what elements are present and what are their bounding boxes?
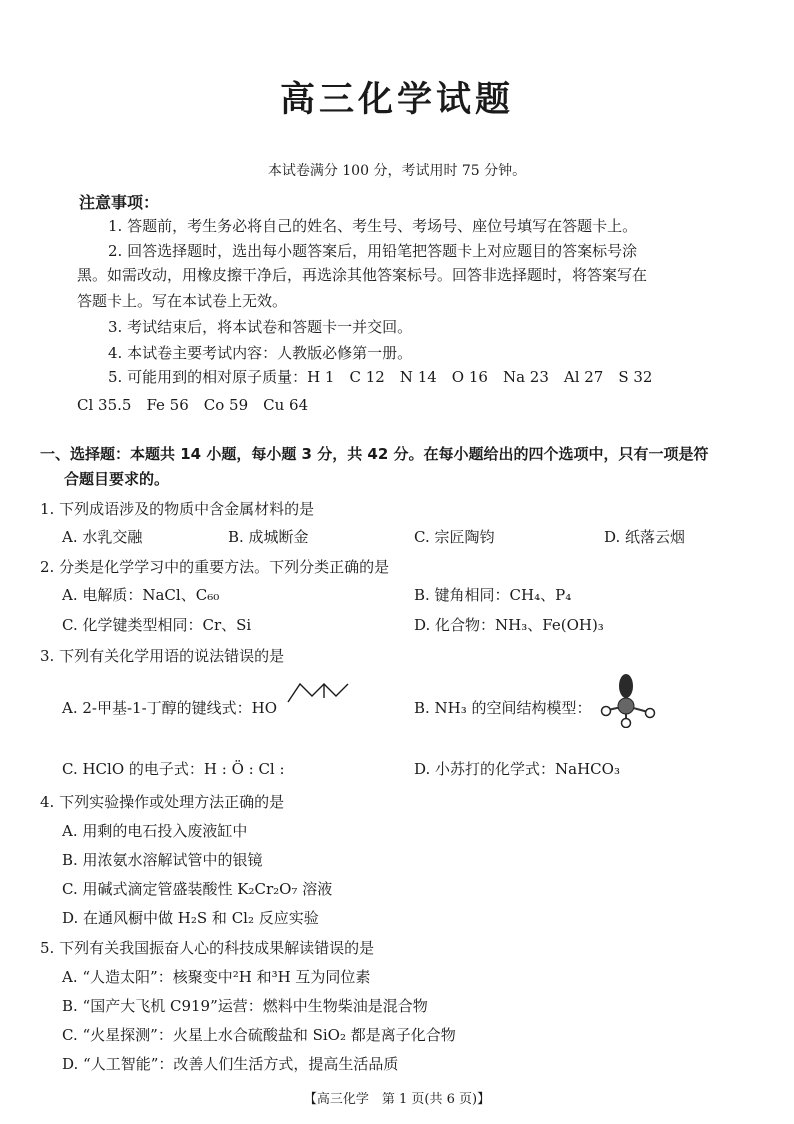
q2-option-b: B. 键角相同：CH₄、P₄: [414, 586, 572, 604]
q2-option-a: A. 电解质：NaCl、C₆₀: [62, 586, 220, 604]
q4-option-b: B. 用浓氨水溶解试管中的银镜: [62, 851, 263, 869]
q3-stem: 3. 下列有关化学用语的说法错误的是: [40, 647, 285, 665]
q1-option-a: A. 水乳交融: [62, 528, 143, 546]
notes-heading: 注意事项：: [79, 193, 160, 212]
page-footer: 【高三化学 第 1 页(共 6 页)】: [303, 1092, 491, 1107]
q2-stem: 2. 分类是化学学习中的重要方法。下列分类正确的是: [40, 558, 390, 576]
q4-option-c: C. 用碱式滴定管盛装酸性 K₂Cr₂O₇ 溶液: [62, 880, 333, 898]
q1-option-c: C. 宗匠陶钧: [414, 528, 495, 546]
note-line-5b: Cl 35.5 Fe 56 Co 59 Cu 64: [77, 396, 309, 414]
q5-option-c: C. “火星探测”：火星上水合硫酸盐和 SiO₂ 都是离子化合物: [62, 1026, 456, 1044]
q5-option-a: A. “人造太阳”：核聚变中²H 和³H 互为同位素: [62, 968, 371, 986]
q1-stem: 1. 下列成语涉及的物质中含金属材料的是: [40, 500, 315, 518]
exam-title: 高三化学试题: [279, 80, 514, 120]
ammonia-ball-model: [598, 668, 658, 728]
section-heading-line1: 一、选择题：本题共 14 小题，每小题 3 分，共 42 分。在每小题给出的四个选项中，只有一项是符: [40, 445, 709, 463]
note-line-4: 4. 本试卷主要考试内容：人教版必修第一册。: [108, 344, 413, 362]
q1-option-b: B. 成城断金: [228, 528, 309, 546]
skeletal-formula-drawing: [284, 676, 354, 706]
q2-option-c: C. 化学键类型相同：Cr、Si: [62, 616, 252, 634]
q3-option-c: C. HClO 的电子式：H : Ö : Cl :: [62, 760, 285, 778]
section-heading-line2: 合题目要求的。: [64, 470, 170, 488]
note-line-3: 3. 考试结束后，将本试卷和答题卡一并交回。: [108, 318, 413, 336]
q3-option-d: D. 小苏打的化学式：NaHCO₃: [414, 760, 620, 778]
q5-stem: 5. 下列有关我国振奋人心的科技成果解读错误的是: [40, 939, 375, 957]
q1-option-d: D. 纸落云烟: [604, 528, 686, 546]
q2-option-d: D. 化合物：NH₃、Fe(OH)₃: [414, 616, 604, 634]
q3-option-b: B. NH₃ 的空间结构模型：: [414, 699, 592, 717]
q3-option-a: A. 2-甲基-1-丁醇的键线式：HO: [62, 699, 278, 717]
note-line-2b: 黑。如需改动，用橡皮擦干净后，再选涂其他答案标号。回答非选择题时，将答案写在: [77, 266, 648, 284]
q4-option-a: A. 用剩的电石投入废液缸中: [62, 822, 248, 840]
note-line-5a: 5. 可能用到的相对原子质量：H 1 C 12 N 14 O 16 Na 23 Al 27 S 32: [108, 368, 653, 386]
q4-stem: 4. 下列实验操作或处理方法正确的是: [40, 793, 285, 811]
note-line-2a: 2. 回答选择题时，选出每小题答案后，用铅笔把答题卡上对应题目的答案标号涂: [108, 242, 638, 260]
note-line-2c: 答题卡上。写在本试卷上无效。: [77, 292, 288, 310]
q5-option-b: B. “国产大飞机 C919”运营：燃料中生物柴油是混合物: [62, 997, 428, 1015]
note-line-1: 1. 答题前，考生务必将自己的姓名、考生号、考场号、座位号填写在答题卡上。: [108, 217, 638, 235]
exam-subtitle: 本试卷满分 100 分，考试用时 75 分钟。: [267, 163, 527, 179]
q4-option-d: D. 在通风橱中做 H₂S 和 Cl₂ 反应实验: [62, 909, 319, 927]
q5-option-d: D. “人工智能”：改善人们生活方式，提高生活品质: [62, 1055, 399, 1073]
